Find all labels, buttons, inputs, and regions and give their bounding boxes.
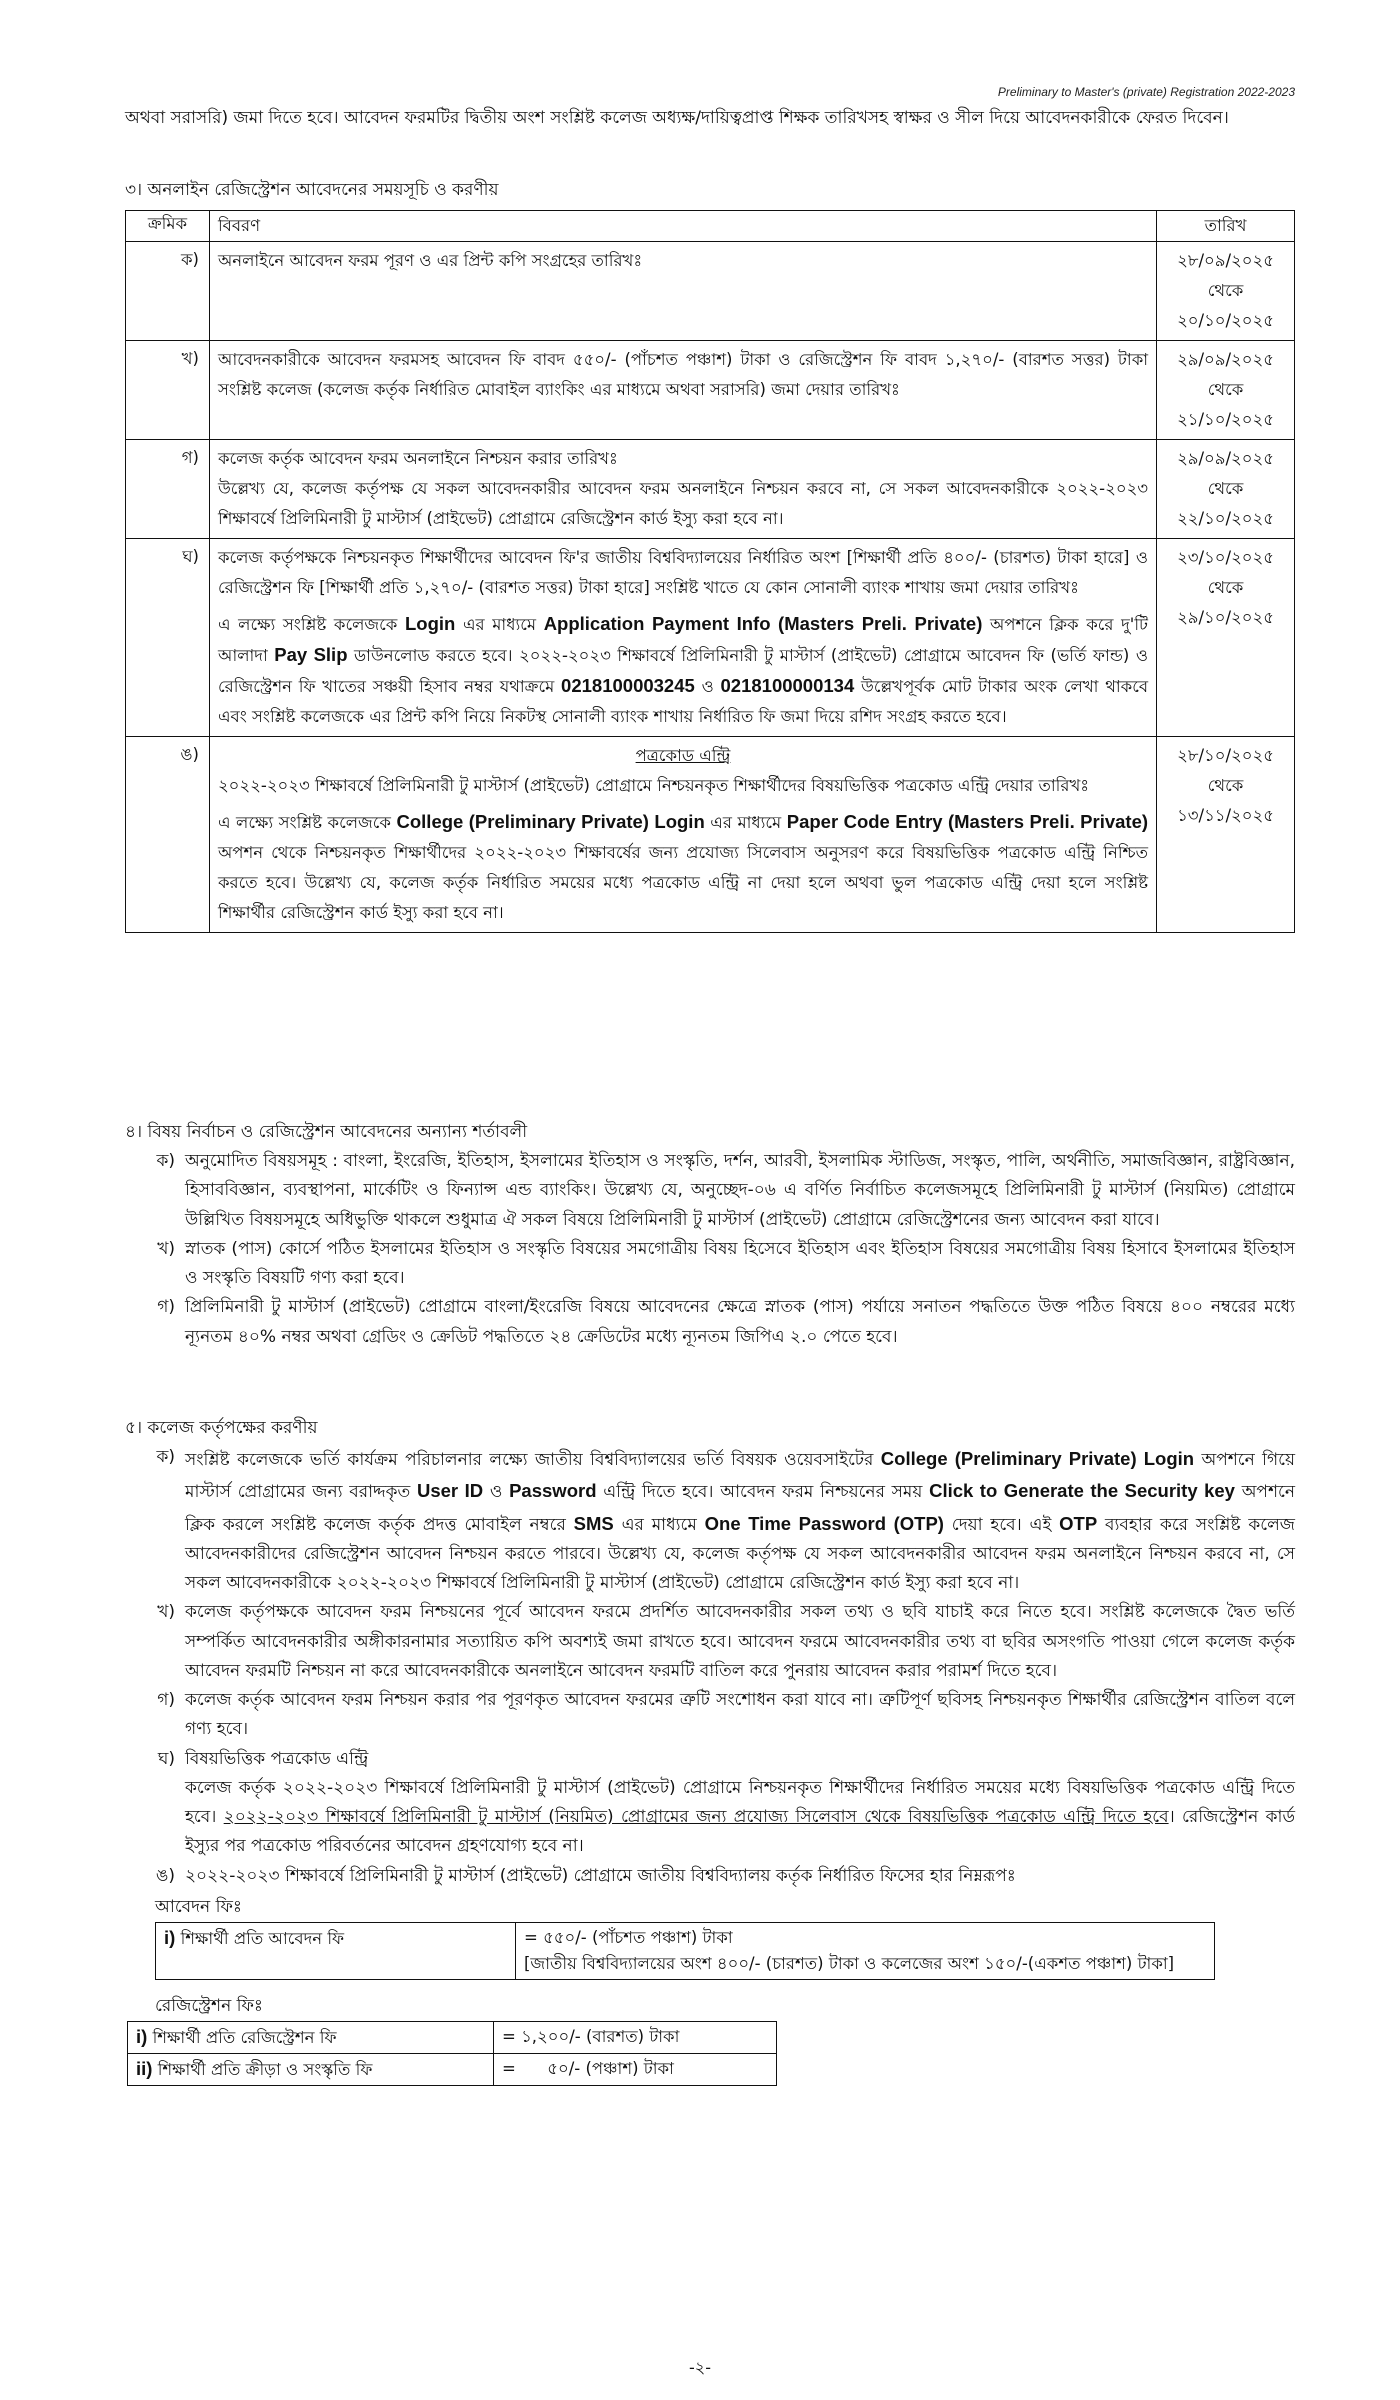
row-serial: ক) (126, 242, 210, 341)
fee-value-cell: = ১,২০০/- (বারশত) টাকা (494, 2022, 777, 2054)
college-login-option: College (Preliminary Private) Login (396, 811, 705, 832)
login-option: Login (404, 613, 456, 634)
application-fee-table (155, 1922, 1215, 1980)
section-5-title: ৫। কলেজ কর্তৃপক্ষের করণীয় (125, 1418, 318, 1438)
page-number: -২- (689, 2358, 711, 2377)
college-login-option: College (Preliminary Private) Login (880, 1448, 1195, 1470)
row-description: আবেদনকারীকে আবেদন ফরমসহ আবেদন ফি বাবদ ৫৫০/- (পাঁচশত পঞ্চাশ) টাকা ও রেজিস্ট্রেশন ফি বাবদ ১,২৭০/- (বারশত সত্তর) টাকা সংশ্লিষ্ট কলেজ (কলেজ কর্তৃক নির্ধারিত মোবাইল ব্যাংকিং এর মাধ্যমে অথবা সরাসরি) জমা দেয়ার তারিখঃ (209, 341, 1156, 440)
fee-label-cell: i) শিক্ষার্থী প্রতি রেজিস্ট্রেশন ফি (128, 2022, 494, 2054)
fee-label-cell: i) শিক্ষার্থী প্রতি আবেদন ফি (156, 1922, 516, 1979)
intro-paragraph: অথবা সরাসরি) জমা দিতে হবে। আবেদন ফরমটির দ্বিতীয় অংশ সংশ্লিষ্ট কলেজ অধ্যক্ষ/দায়িত্বপ্রাপ্ত শিক্ষক তারিখসহ স্বাক্ষর ও সীল দিয়ে আবেদনকারীকে ফেরত দিবেন। (125, 108, 1229, 128)
condition-item: গ) প্রিলিমিনারী টু মাস্টার্স (প্রাইভেট) প্রোগ্রামে বাংলা/ইংরেজি বিষয়ে আবেদনের ক্ষেত্রে স্নাতক (পাস) পর্যায়ে সনাতন পদ্ধতিতে উক্ত পঠিত বিষয়ে ৪০০ নম্বরের মধ্যে ন্যূনতম ৪০% নম্বর অথবা গ্রেডিং ও ক্রেডিট পদ্ধতিতে ২৪ ক্রেডিটের মধ্যে ন্যূনতম জিপিএ ২.০ পেতে হবে। (157, 1297, 1295, 1347)
application-payment-option: Application Payment Info (Masters Preli. Private) (543, 613, 983, 634)
paper-code-entry-heading: পত্রকোড এন্ট্রি (635, 746, 731, 765)
schedule-row (126, 341, 1295, 440)
schedule-row (126, 737, 1295, 933)
section-4-title: ৪। বিষয় নির্বাচন ও রেজিস্ট্রেশন আবেদনের অন্যান্য শর্তাবলী (125, 1122, 528, 1142)
fee-value-cell: = ৫০/- (পঞ্চাশ) টাকা (494, 2054, 777, 2086)
schedule-table (125, 210, 1295, 933)
row-description: কলেজ কর্তৃক আবেদন ফরম অনলাইনে নিশ্চয়ন করার তারিখঃ উল্লেখ্য যে, কলেজ কর্তৃপক্ষ যে সকল আবেদনকারীর আবেদন ফরম অনলাইনে নিশ্চয়ন করবে না, সে সকল আবেদনকারীকে ২০২২-২০২৩ শিক্ষাবর্ষে প্রিলিমিনারী টু মাস্টার্স (প্রাইভেট) প্রোগ্রামে রেজিস্ট্রেশন কার্ড ইস্যু করা হবে না। (209, 440, 1156, 539)
schedule-row (126, 242, 1295, 341)
duty-item: ঙ) ২০২২-২০২৩ শিক্ষাবর্ষে প্রিলিমিনারী টু মাস্টার্স (প্রাইভেট) প্রোগ্রামে জাতীয় বিশ্ববিদ্যালয় কর্তৃক নির্ধারিত ফিসের হার নিম্নরূপঃ (155, 1865, 1016, 1886)
row-date: ২৮/০৯/২০২৫ থেকে ২০/১০/২০২৫ (1157, 242, 1295, 341)
account-number-1: 0218100003245 (561, 675, 695, 696)
header-description: বিবরণ (209, 211, 1156, 242)
otp-label: OTP (1059, 1512, 1098, 1534)
section-4 (125, 1118, 1295, 1352)
header-date: তারিখ (1157, 211, 1295, 242)
section-5 (125, 1414, 1295, 2086)
duty-item: ঘ) বিষয়ভিত্তিক পত্রকোড এন্ট্রি কলেজ কর্তৃক ২০২২-২০২৩ শিক্ষাবর্ষে প্রিলিমিনারী টু মাস্টার্স (প্রাইভেট) প্রোগ্রামে নিশ্চয়নকৃত শিক্ষার্থীদের নির্ধারিত সময়ের মধ্যে বিষয়ভিত্তিক পত্রকোড এন্ট্রি দিতে হবে। ২০২২-২০২৩ শিক্ষাবর্ষে প্রিলিমিনারী টু মাস্টার্স (নিয়মিত) প্রোগ্রামের জন্য প্রযোজ্য সিলেবাস থেকে বিষয়ভিত্তিক পত্রকোড এন্ট্রি দিতে হবে। রেজিস্ট্রেশন কার্ড ইস্যুর পর পত্রকোড পরিবর্তনের আবেদন গ্রহণযোগ্য হবে না। (157, 1748, 1295, 1857)
application-fee-label: আবেদন ফিঃ (155, 1896, 242, 1917)
fee-label-cell: ii) শিক্ষার্থী প্রতি ক্রীড়া ও সংস্কৃতি ফি (128, 2054, 494, 2086)
row-date: ২৯/০৯/২০২৫ থেকে ২১/১০/২০২৫ (1157, 341, 1295, 440)
pay-slip-label: Pay Slip (274, 644, 348, 665)
generate-key-option: Click to Generate the Security key (929, 1480, 1235, 1502)
account-number-2: 0218100000134 (720, 675, 855, 696)
schedule-row (126, 539, 1295, 737)
condition-item: ক) অনুমোদিত বিষয়সমূহ : বাংলা, ইংরেজি, ইতিহাস, ইসলামের ইতিহাস ও সংস্কৃতি, দর্শন, আরবী, ইসলামিক স্টাডিজ, সংস্কৃত, পালি, অর্থনীতি, সমাজবিজ্ঞান, রাষ্ট্রবিজ্ঞান, হিসাববিজ্ঞান, ব্যবস্থাপনা, মার্কেটিং ও ফিন্যান্স এন্ড ব্যাংকিং। উল্লেখ্য যে, অনুচ্ছেদ-০৬ এ বর্ণিত নির্বাচিত কলেজসমূহে প্রিলিমিনারী টু মাস্টার্স (নিয়মিত) প্রোগ্রামে উল্লিখিত বিষয়সমূহে অধিভুক্তি থাকলে শুধুমাত্র ঐ সকল বিষয়ে প্রিলিমিনারী টু মাস্টার্স (প্রাইভেট) প্রোগ্রামে রেজিস্ট্রেশনের জন্য আবেদন করা যাবে। (156, 1151, 1295, 1230)
schedule-header-row (126, 211, 1295, 242)
row-date: ২৮/১০/২০২৫ থেকে ১৩/১১/২০২৫ (1157, 737, 1295, 933)
row-date: ২৯/০৯/২০২৫ থেকে ২২/১০/২০২৫ (1157, 440, 1295, 539)
row-date: ২৩/১০/২০২৫ থেকে ২৯/১০/২০২৫ (1157, 539, 1295, 737)
duty-item: ক) সংশ্লিষ্ট কলেজকে ভর্তি কার্যক্রম পরিচালনার লক্ষ্যে জাতীয় বিশ্ববিদ্যালয়ের ভর্তি বিষয়ক ওয়েবসাইটের College (Preliminary Private) Login অপশনে গিয়ে মাস্টার্স প্রোগ্রামের জন্য বরাদ্দকৃত User ID ও Password এন্ট্রি দিতে হবে। আবেদন ফরম নিশ্চয়নের সময় Click to Generate the Security key অপশনে ক্লিক করলে সংশ্লিষ্ট কলেজ কর্তৃক প্রদত্ত মোবাইল নম্বরে SMS এর মাধ্যমে One Time Password (OTP) দেয়া হবে। এই OTP ব্যবহার করে সংশ্লিষ্ট কলেজ আবেদনকারীদের রেজিস্ট্রেশন আবেদন নিশ্চয়ন করতে পারবে। উল্লেখ্য যে, কলেজ কর্তৃপক্ষ যে সকল আবেদনকারীর আবেদন ফরম অনলাইনে নিশ্চয়ন করবে না, সে সকল আবেদনকারীকে ২০২২-২০২৩ শিক্ষাবর্ষে প্রিলিমিনারী টু মাস্টার্স (প্রাইভেট) প্রোগ্রামে রেজিস্ট্রেশন কার্ড ইস্যু করা হবে না। (156, 1447, 1296, 1594)
row-description: কলেজ কর্তৃপক্ষকে নিশ্চয়নকৃত শিক্ষার্থীদের আবেদন ফি'র জাতীয় বিশ্ববিদ্যালয়ের নির্ধারিত অংশ [শিক্ষার্থী প্রতি ৪০০/- (চারশত) টাকা হারে] ও রেজিস্ট্রেশন ফি [শিক্ষার্থী প্রতি ১,২৭০/- (বারশত সত্তর) টাকা হারে] সংশ্লিষ্ট খাতে যে কোন সোনালী ব্যাংক শাখায় জমা দেয়ার তারিখঃ এ লক্ষ্যে সংশ্লিষ্ট কলেজকে Login এর মাধ্যমে Application Payment Info (Masters Preli. Private) অপশনে ক্লিক করে দু'টি আলাদা Pay Slip ডাউনলোড করতে হবে। ২০২২-২০২৩ শিক্ষাবর্ষে প্রিলিমিনারী টু মাস্টার্স (প্রাইভেট) প্রোগ্রামে আবেদন ফি (ভর্তি ফান্ড) ও রেজিস্ট্রেশন ফি খাতের সঞ্চয়ী হিসাব নম্বর যথাক্রমে 0218100003245 ও 0218100000134 উল্লেখপূর্বক মোট টাকার অংক লেখা থাকবে এবং সংশ্লিষ্ট কলেজকে এর প্রিন্ট কপি নিয়ে নিকটস্থ সোনালী ব্যাংক শাখায় নির্ধারিত ফি জমা দিয়ে রশিদ সংগ্রহ করতে হবে। (209, 539, 1156, 737)
schedule-row (126, 440, 1295, 539)
fee-row (128, 2054, 777, 2086)
duty-item: খ) কলেজ কর্তৃপক্ষকে আবেদন ফরম নিশ্চয়নের পূর্বে আবেদন ফরমে প্রদর্শিত আবেদনকারীর সকল তথ্য ও ছবি যাচাই করে নিতে হবে। সংশ্লিষ্ট কলেজকে দ্বৈত ভর্তি সম্পর্কিত আবেদনকারীর অঙ্গীকারনামার সত্যায়িত কপি অবশ্যই জমা রাখতে হবে। আবেদন ফরমে আবেদনকারীর তথ্য বা ছবির অসংগতি পাওয়া গেলে কলেজ কর্তৃক আবেদন ফরমটি নিশ্চয়ন না করে আবেদনকারীকে অনলাইনে আবেদন ফরমটি বাতিল করে পুনরায় আবেদন করার পরামর্শ দিতে হবে। (157, 1602, 1295, 1681)
user-id-label: User ID (416, 1480, 484, 1502)
row-serial: ঙ) (126, 737, 210, 933)
paper-code-heading: বিষয়ভিত্তিক পত্রকোড এন্ট্রি (185, 1748, 369, 1769)
running-head: Preliminary to Master's (private) Registration 2022-2023 (997, 85, 1295, 99)
section-3-title: ৩। অনলাইন রেজিস্ট্রেশন আবেদনের সময়সূচি ও করণীয় (125, 180, 499, 200)
paper-code-entry-option: Paper Code Entry (Masters Preli. Private) (786, 811, 1149, 832)
underlined-instruction: ২০২২-২০২৩ শিক্ষাবর্ষে প্রিলিমিনারী টু মাস্টার্স (নিয়মিত) প্রোগ্রামের জন্য প্রযোজ্য সিলেবাস থেকে বিষয়ভিত্তিক পত্রকোড এন্ট্রি দিতে হবে (223, 1807, 1169, 1828)
duty-item: গ) কলেজ কর্তৃক আবেদন ফরম নিশ্চয়ন করার পর পূরণকৃত আবেদন ফরমের ত্রুটি সংশোধন করা যাবে না। ত্রুটিপূর্ণ ছবিসহ নিশ্চয়নকৃত শিক্ষার্থীর রেজিস্ট্রেশন বাতিল বলে গণ্য হবে। (157, 1690, 1295, 1740)
otp-full-label: One Time Password (OTP) (704, 1512, 944, 1534)
header-serial: ক্রমিক (126, 211, 210, 242)
row-serial: ঘ) (126, 539, 210, 737)
row-description: পত্রকোড এন্ট্রি ২০২২-২০২৩ শিক্ষাবর্ষে প্রিলিমিনারী টু মাস্টার্স (প্রাইভেট) প্রোগ্রামে নিশ্চয়নকৃত শিক্ষার্থীদের বিষয়ভিত্তিক পত্রকোড এন্ট্রি দেয়ার তারিখঃ এ লক্ষ্যে সংশ্লিষ্ট কলেজকে College (Preliminary Private) Login এর মাধ্যমে Paper Code Entry (Masters Preli. Private) অপশন থেকে নিশ্চয়নকৃত শিক্ষার্থীদের ২০২২-২০২৩ শিক্ষাবর্ষের জন্য প্রযোজ্য সিলেবাস অনুসরণ করে বিষয়ভিত্তিক পত্রকোড এন্ট্রি নিশ্চিত করতে হবে। উল্লেখ্য যে, কলেজ কর্তৃক নির্ধারিত সময়ের মধ্যে পত্রকোড এন্ট্রি না দেয়া হলে অথবা ভুল পত্রকোড এন্ট্রি দেয়া হলে সংশ্লিষ্ট শিক্ষার্থীর রেজিস্ট্রেশন কার্ড ইস্যু করা হবে না। (209, 737, 1156, 933)
registration-fee-label: রেজিস্ট্রেশন ফিঃ (155, 1995, 264, 2016)
fee-value-cell: = ৫৫০/- (পাঁচশত পঞ্চাশ) টাকা [জাতীয় বিশ্ববিদ্যালয়ের অংশ ৪০০/- (চারশত) টাকা ও কলেজের অংশ ১৫০/-(একশত পঞ্চাশ) টাকা] (516, 1922, 1215, 1979)
fee-row (156, 1922, 1215, 1979)
row-description: অনলাইনে আবেদন ফরম পূরণ ও এর প্রিন্ট কপি সংগ্রহের তারিখঃ (209, 242, 1156, 341)
registration-fee-table (127, 2021, 777, 2086)
row-serial: খ) (126, 341, 210, 440)
row-serial: গ) (126, 440, 210, 539)
condition-item: খ) স্নাতক (পাস) কোর্সে পঠিত ইসলামের ইতিহাস ও সংস্কৃতি বিষয়ের সমগোত্রীয় বিষয় হিসেবে ইতিহাস এবং ইতিহাস বিষয়ের সমগোত্রীয় বিষয় হিসাবে ইসলামের ইতিহাস ও সংস্কৃতি বিষয়টি গণ্য করা হবে। (157, 1238, 1295, 1289)
password-label: Password (509, 1480, 597, 1502)
sms-label: SMS (573, 1512, 614, 1534)
fee-row (128, 2022, 777, 2054)
